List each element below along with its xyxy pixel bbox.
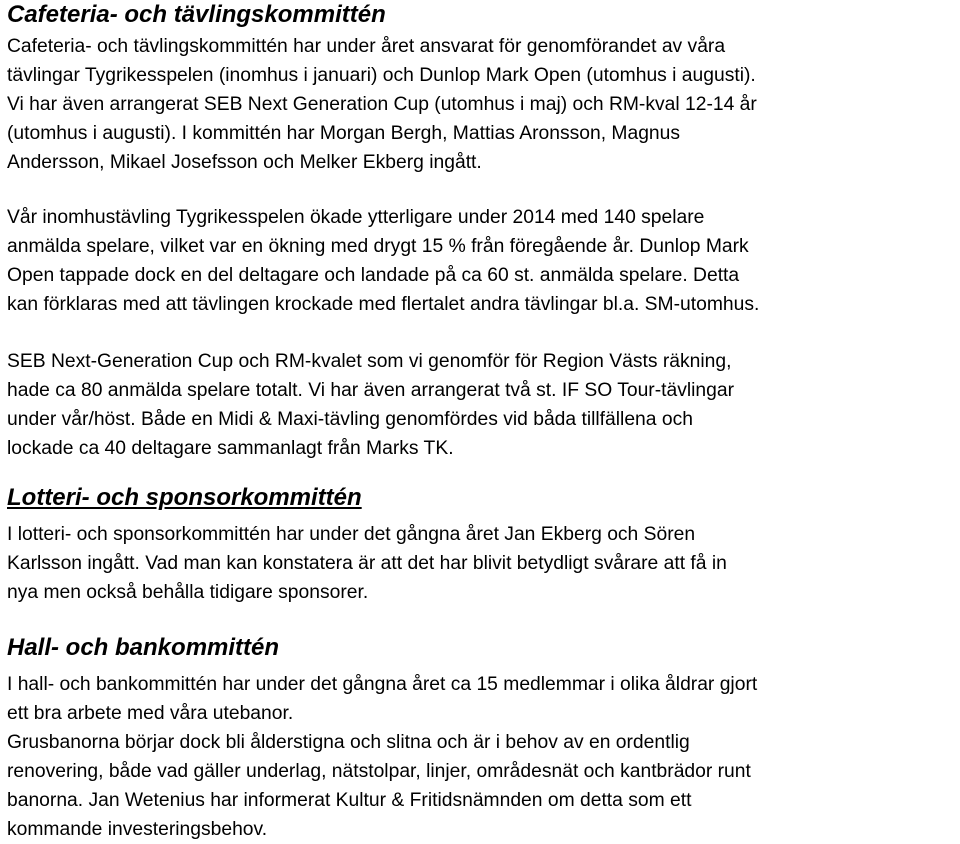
section-heading-hall: Hall- och bankommittén: [7, 634, 280, 661]
text-line: SEB Next-Generation Cup och RM-kvalet som vi genomför för Region Västs räkning,: [7, 351, 732, 372]
paragraph-tygrikesspelen: [7, 203, 759, 319]
text-line: Vår inomhustävling Tygrikesspelen ökade ytterligare under 2014 med 140 spelare: [7, 207, 705, 228]
paragraph-cafeteria-intro: [7, 32, 757, 177]
text-line: under vår/höst. Både en Midi & Maxi-tävling genomfördes vid båda tillfällena och: [7, 409, 693, 430]
text-line: nya men också behålla tidigare sponsorer.: [7, 582, 369, 603]
text-line: Karlsson ingått. Vad man kan konstatera är att det har blivit betydligt svårare att få in: [7, 553, 727, 574]
text-line: lockade ca 40 deltagare sammanlagt från Marks TK.: [7, 438, 454, 459]
text-line: hade ca 80 anmälda spelare totalt. Vi har även arrangerat två st. IF SO Tour-tävlingar: [7, 380, 735, 401]
text-line: Grusbanorna börjar dock bli ålderstigna och slitna och är i behov av en ordentlig: [7, 732, 690, 753]
text-line: Andersson, Mikael Josefsson och Melker Ekberg ingått.: [7, 152, 482, 173]
text-line: I lotteri- och sponsorkommittén har under det gångna året Jan Ekberg och Sören: [7, 524, 696, 545]
text-line: renovering, både vad gäller underlag, nätstolpar, linjer, områdesnät och kantbrädor runt: [7, 761, 751, 782]
text-line: Vi har även arrangerat SEB Next Generation Cup (utomhus i maj) och RM-kval 12-14 år: [7, 94, 757, 115]
text-line: banorna. Jan Wetenius har informerat Kultur & Fritidsnämnden om detta som ett: [7, 790, 692, 811]
text-line: I hall- och bankommittén har under det gångna året ca 15 medlemmar i olika åldrar gjort: [7, 674, 758, 695]
text-line: (utomhus i augusti). I kommittén har Morgan Bergh, Mattias Aronsson, Magnus: [7, 123, 681, 144]
paragraph-seb-cup-text: [7, 347, 734, 463]
section-heading-lotteri: Lotteri- och sponsorkommittén: [7, 484, 362, 511]
text-line: Cafeteria- och tävlingskommittén har under året ansvarat för genomförandet av våra: [7, 36, 726, 57]
text-line: kan förklaras med att tävlingen krockade med flertalet andra tävlingar bl.a. SM-utomhus.: [7, 294, 760, 315]
paragraph-grusbanorna: [7, 728, 751, 844]
paragraph-hall-intro: [7, 670, 757, 728]
paragraph-lotteri: [7, 520, 727, 607]
text-line: ett bra arbete med våra utebanor.: [7, 703, 294, 724]
text-line: Open tappade dock en del deltagare och landade på ca 60 st. anmälda spelare. Detta: [7, 265, 740, 286]
text-line: anmälda spelare, vilket var en ökning med drygt 15 % från föregående år. Dunlop Mark: [7, 236, 749, 257]
text-line: kommande investeringsbehov.: [7, 819, 268, 840]
section-heading-cafeteria: Cafeteria- och tävlingskommittén: [7, 1, 386, 28]
text-line: tävlingar Tygrikesspelen (inomhus i januari) och Dunlop Mark Open (utomhus i augusti).: [7, 65, 756, 86]
